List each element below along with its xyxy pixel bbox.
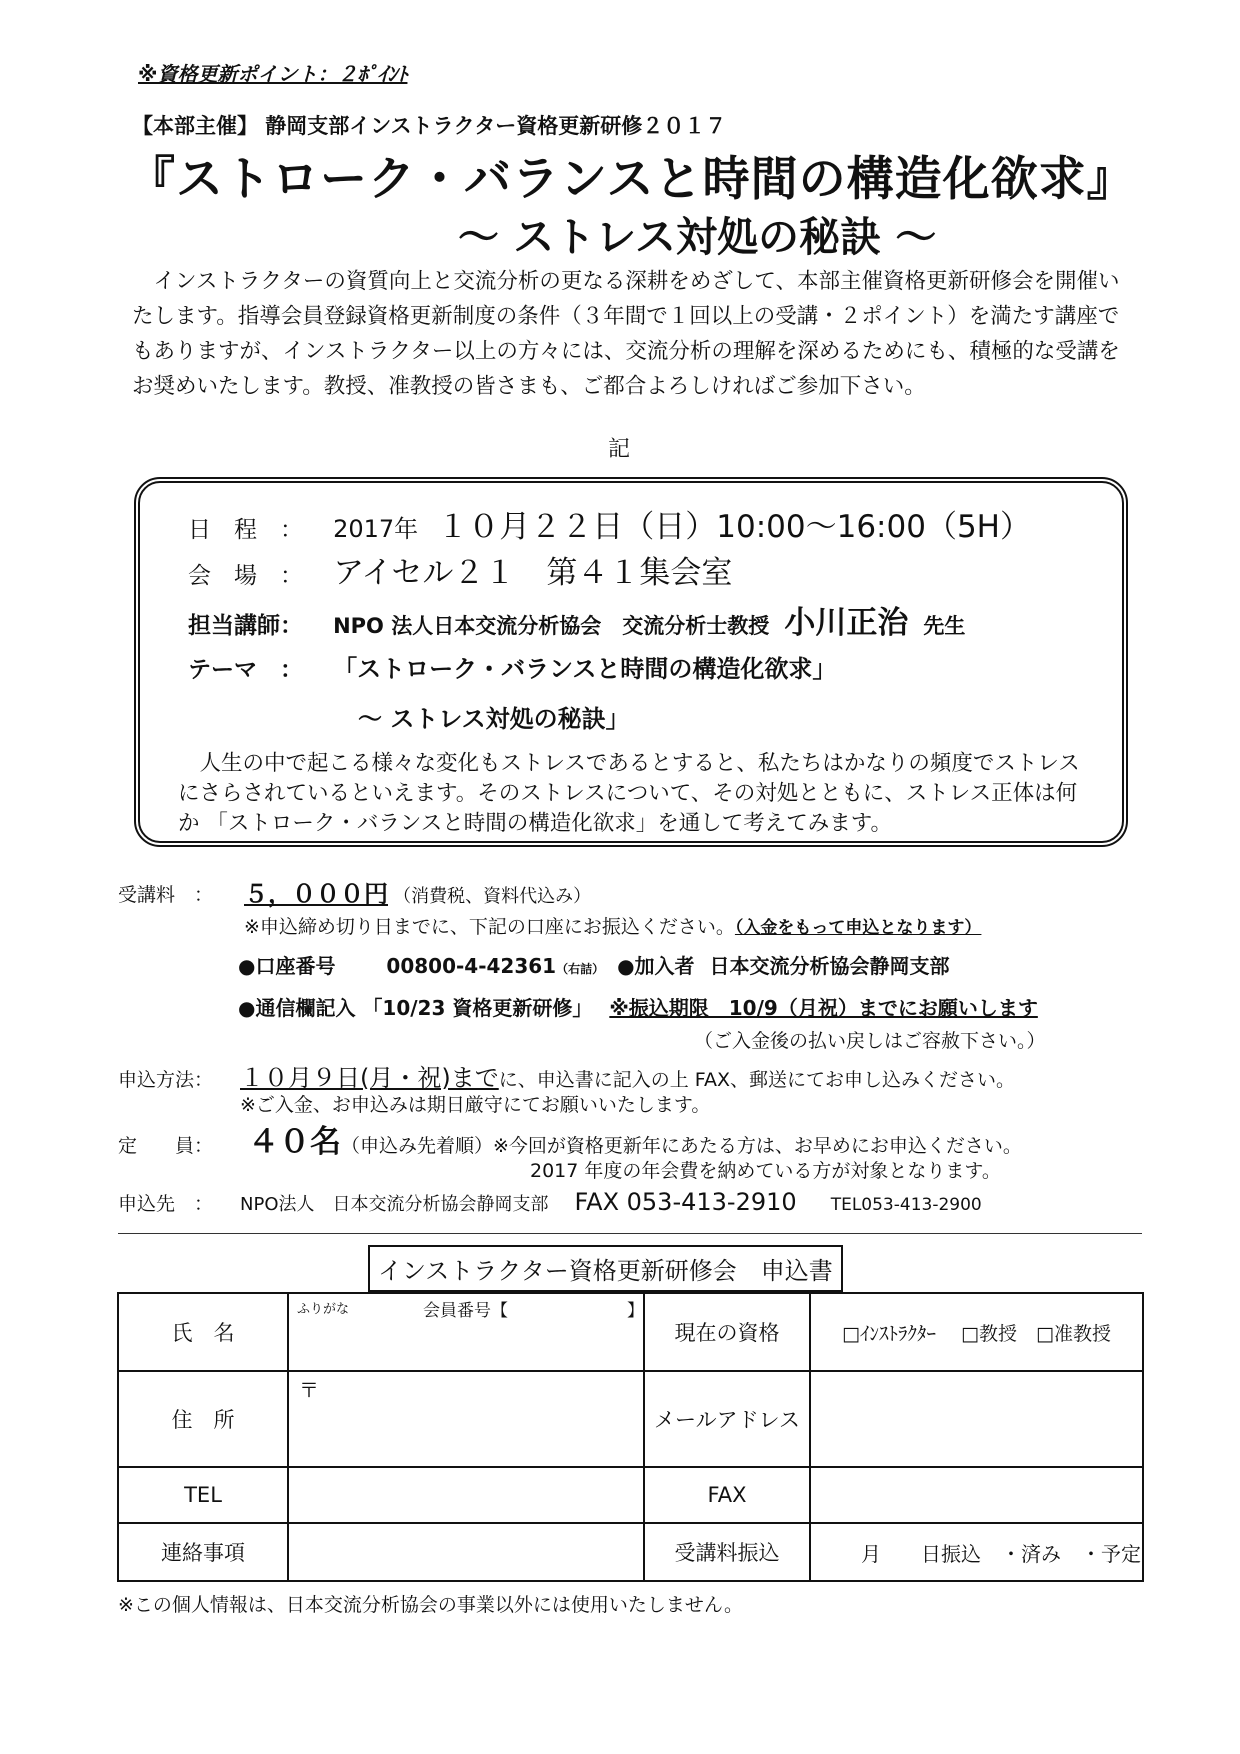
instructor-label: 担当講師： xyxy=(188,613,303,639)
ki-mark: 記 xyxy=(608,437,631,462)
apply-to-fax: FAX 053-413-2910 xyxy=(574,1188,797,1216)
form-row-contact xyxy=(118,1523,1143,1581)
refund-note: （ご入金後の払い戻しはご容赦下さい。） xyxy=(694,1030,1046,1052)
fee-amount: ５，０００円 xyxy=(244,880,388,908)
address-label: 住 所 xyxy=(118,1371,288,1467)
contact-field[interactable] xyxy=(288,1523,644,1581)
address-field[interactable] xyxy=(288,1371,644,1467)
application-form xyxy=(117,1292,1144,1582)
method-note: ※ご入金、お申込みは期日厳守にてお願いいたします。 xyxy=(240,1094,711,1116)
account-type: （右詰） xyxy=(556,962,605,976)
account-number: 00800-4-42361 xyxy=(386,954,557,978)
privacy-note: ※この個人情報は、日本交流分析協会の事業以外には使用いたしません。 xyxy=(118,1594,744,1616)
memo-line xyxy=(238,992,1038,1021)
email-field[interactable] xyxy=(810,1371,1143,1467)
memo-label: ●通信欄記入 xyxy=(238,996,356,1020)
method-line xyxy=(118,1058,1015,1093)
venue-value: アイセル２１ 第４１集会室 xyxy=(333,555,733,591)
capacity-value: ４０名 xyxy=(248,1124,341,1160)
fee-amount-note: （消費税、資料代込み） xyxy=(393,886,592,907)
venue-label: 会 場 ： xyxy=(188,563,303,589)
main-subtitle: ～ ストレス対処の秘訣 ～ xyxy=(458,213,937,261)
apply-to-line xyxy=(118,1188,982,1216)
date-value: １０月２２日（日）10:00～16:00（5H） xyxy=(437,509,1031,545)
deadline-text: ※振込期限 10/9（月祝）までにお願いします xyxy=(609,996,1038,1020)
fee-amount-line xyxy=(244,874,591,909)
theme-label: テーマ ： xyxy=(188,657,303,683)
instructor-org: NPO 法人日本交流分析協会 交流分析士教授 xyxy=(333,614,770,638)
date-year: 2017年 xyxy=(333,515,419,543)
theme-row xyxy=(188,649,836,684)
method-label: 申込方法： xyxy=(118,1069,214,1091)
event-subtitle: 【本部主催】 静岡支部インストラクター資格更新研修２０１７ xyxy=(132,114,727,138)
method-deadline: １０月９日(月・祝)まで xyxy=(240,1064,499,1092)
instructor-row xyxy=(188,597,965,642)
instructor-suffix: 先生 xyxy=(923,614,966,638)
furigana-label: ふりがな xyxy=(297,1302,350,1317)
fee-transfer-label: 受講料振込 xyxy=(644,1523,810,1581)
account-line xyxy=(238,950,950,979)
event-info-box xyxy=(134,477,1128,847)
tel-field[interactable] xyxy=(288,1467,644,1523)
form-row-name xyxy=(118,1293,1143,1371)
name-field[interactable] xyxy=(288,1293,644,1371)
date-label: 日 程 ： xyxy=(188,517,303,543)
instructor-name: 小川正治 xyxy=(784,605,909,641)
fee-transfer-status[interactable]: 月 日振込 ・済み ・予定 xyxy=(810,1523,1143,1581)
member-number: 会員番号【 】 xyxy=(423,1301,644,1321)
apply-to-tel: TEL053-413-2900 xyxy=(830,1195,982,1215)
method-text: に、申込書に記入の上 FAX、郵送にてお申し込みください。 xyxy=(498,1069,1015,1091)
capacity-line xyxy=(118,1116,1022,1161)
contact-label: 連絡事項 xyxy=(118,1523,288,1581)
capacity-note2: 2017 年度の年会費を納めている方が対象となります。 xyxy=(530,1160,1001,1182)
form-row-address xyxy=(118,1371,1143,1467)
intro-paragraph: インストラクターの資質向上と交流分析の更なる深耕をめざして、本部主催資格更新研修会を開催いたします。指導会員登録資格更新制度の条件（３年間で１回以上の受講・２ポイント）を満たす講座でもありますが、インストラクター以上の方々には、交流分析の理解を深めるためにも、積極的な受講をお奨めいたします。教授、准教授の皆さまも、ご都合よろしければご参加下さい。 xyxy=(132,269,1120,399)
form-title: インストラクター資格更新研修会 申込書 xyxy=(368,1245,843,1292)
account-label: ●口座番号 xyxy=(238,954,336,978)
theme-line2: ～ ストレス対処の秘訣」 xyxy=(358,705,630,733)
apply-to-org: NPO法人 日本交流分析協会静岡支部 xyxy=(240,1194,549,1215)
fee-label: 受講料 ： xyxy=(118,884,214,906)
fax-label: FAX xyxy=(644,1467,810,1523)
section-divider xyxy=(118,1233,1142,1234)
form-row-tel xyxy=(118,1467,1143,1523)
qualification-label: 現在の資格 xyxy=(644,1293,810,1371)
postal-mark: 〒 xyxy=(299,1378,319,1402)
transfer-note-underlined: （入金をもって申込となります） xyxy=(734,918,982,938)
capacity-note: （申込み先着順）※今回が資格更新年にあたる方は、お早めにお申込ください。 xyxy=(341,1135,1022,1157)
transfer-note: ※申込締め切り日までに、下記の口座にお振込ください。 xyxy=(244,916,735,938)
apply-to-label: 申込先 ： xyxy=(118,1193,214,1215)
transfer-note-line xyxy=(244,912,981,939)
points-note: ※資格更新ポイント：２ﾎﾟｲﾝﾄ xyxy=(138,62,408,86)
venue-row xyxy=(188,547,732,592)
holder-label: ●加入者 xyxy=(617,954,695,978)
capacity-label: 定 員： xyxy=(118,1135,214,1157)
memo-value: 「10/23 資格更新研修」 xyxy=(362,996,593,1020)
tel-label: TEL xyxy=(118,1467,288,1523)
main-title: 『ストローク・バランスと時間の構造化欲求』 xyxy=(128,152,1135,207)
theme-line1: 「ストローク・バランスと時間の構造化欲求」 xyxy=(333,655,837,683)
date-row xyxy=(188,501,1031,546)
fax-field[interactable] xyxy=(810,1467,1143,1523)
holder-name: 日本交流分析協会静岡支部 xyxy=(709,954,950,978)
qualification-options[interactable]: □ｲﾝｽﾄﾗｸﾀｰ □教授 □准教授 xyxy=(810,1293,1143,1371)
theme-description: 人生の中で起こる様々な変化もストレスであるとすると、私たちはかなりの頻度でストレスにさらされているといえます。そのストレスについて、その対処とともに、ストレス正体は何か 「ストローク・バランスと時間の構造化欲求」を通して考えてみます。 xyxy=(178,751,1080,836)
email-label: メールアドレス xyxy=(644,1371,810,1467)
name-label: 氏 名 xyxy=(118,1293,288,1371)
